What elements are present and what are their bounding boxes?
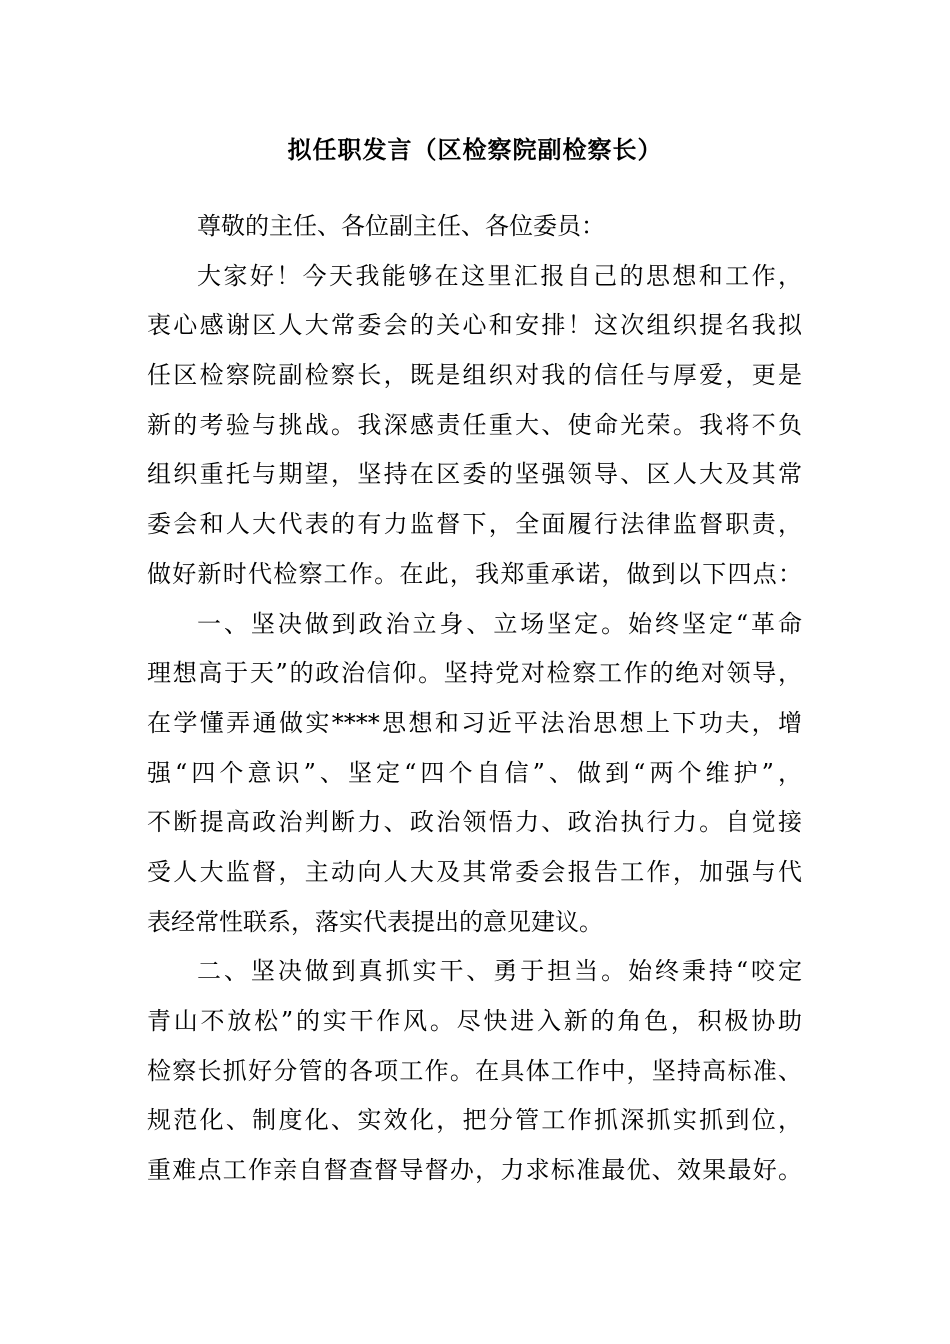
body-line: 在学懂弄通做实****思想和习近平法治思想上下功夫，增 bbox=[147, 708, 802, 737]
body-line: 强“四个意识”、坚定“四个自信”、做到“两个维护”， bbox=[147, 758, 802, 787]
body-line: 二、坚决做到真抓实干、勇于担当。始终秉持“咬定 bbox=[197, 957, 802, 986]
body-line: 任区检察院副检察长，既是组织对我的信任与厚爱，更是 bbox=[147, 361, 802, 390]
body-line: 不断提高政治判断力、政治领悟力、政治执行力。自觉接 bbox=[147, 808, 802, 837]
body-line: 尊敬的主任、各位副主任、各位委员： bbox=[197, 212, 605, 240]
body-line: 检察长抓好分管的各项工作。在具体工作中，坚持高标准、 bbox=[147, 1056, 802, 1085]
body-line: 一、坚决做到政治立身、立场坚定。始终坚定“革命 bbox=[197, 609, 802, 638]
body-line: 理想高于天”的政治信仰。坚持党对检察工作的绝对领导， bbox=[147, 659, 802, 688]
body-line: 做好新时代检察工作。在此，我郑重承诺，做到以下四点： bbox=[147, 559, 802, 588]
body-line: 青山不放松”的实干作风。尽快进入新的角色，积极协助 bbox=[147, 1007, 802, 1035]
body-line: 组织重托与期望，坚持在区委的坚强领导、区人大及其常 bbox=[147, 460, 802, 489]
body-line: 新的考验与挑战。我深感责任重大、使命光荣。我将不负 bbox=[147, 410, 802, 439]
body-line: 大家好！今天我能够在这里汇报自己的思想和工作， bbox=[197, 261, 802, 290]
body-line: 表经常性联系，落实代表提出的意见建议。 bbox=[147, 907, 603, 936]
body-line: 衷心感谢区人大常委会的关心和安排！这次组织提名我拟 bbox=[147, 311, 802, 340]
document-title: 拟任职发言（区检察院副检察长） bbox=[287, 136, 663, 164]
body-line: 受人大监督，主动向人大及其常委会报告工作，加强与代 bbox=[147, 857, 802, 886]
body-line: 委会和人大代表的有力监督下，全面履行法律监督职责， bbox=[147, 510, 802, 539]
document-body bbox=[147, 202, 802, 1196]
body-line: 重难点工作亲自督查督导督办，力求标准最优、效果最好。 bbox=[147, 1156, 802, 1185]
body-line: 规范化、制度化、实效化，把分管工作抓深抓实抓到位， bbox=[147, 1106, 802, 1135]
